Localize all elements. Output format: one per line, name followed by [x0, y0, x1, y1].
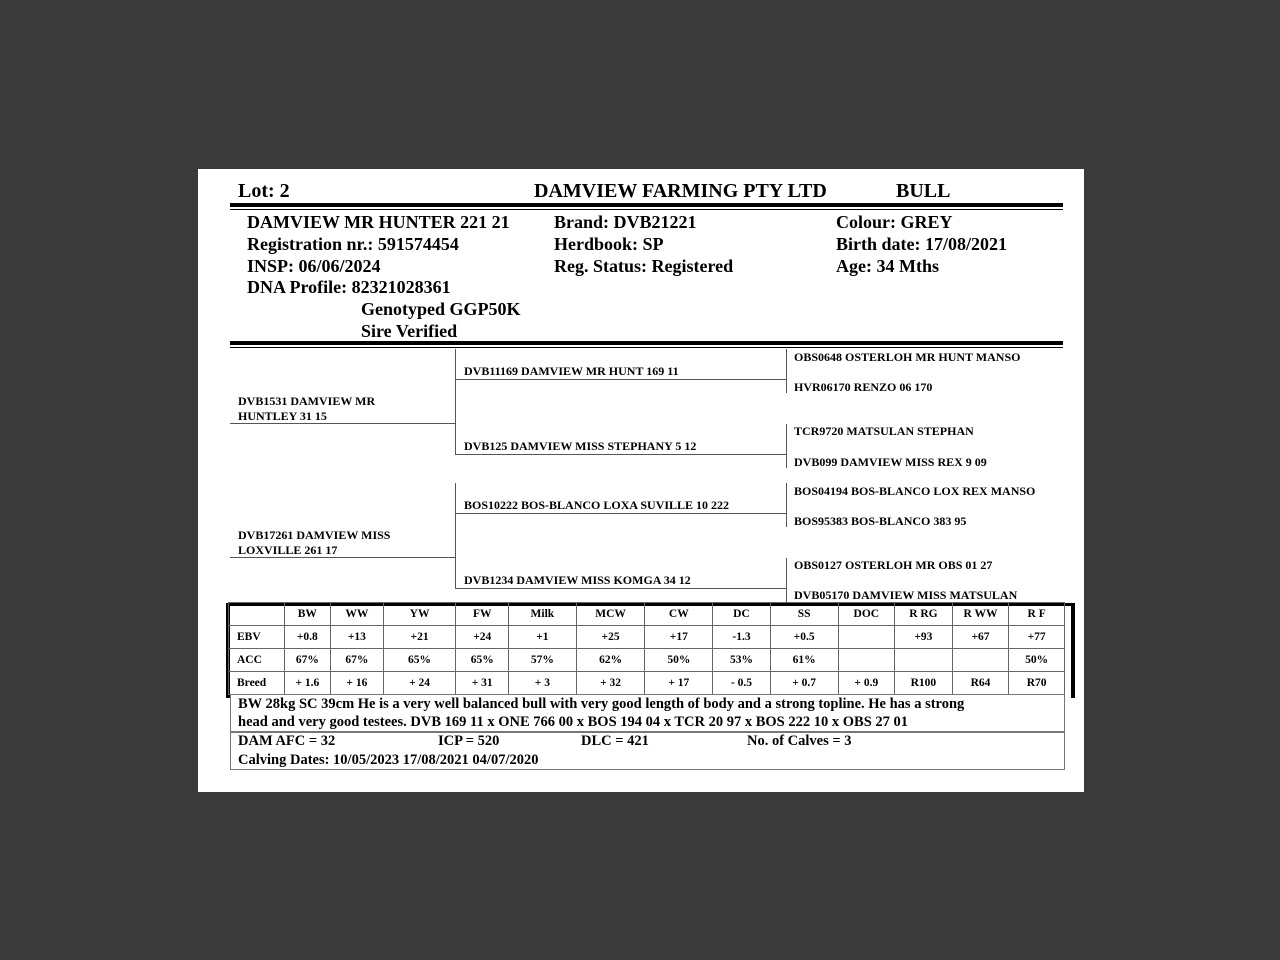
details-rule-thin — [230, 347, 1063, 348]
dam-dlc: DLC = 421 — [581, 733, 649, 749]
pedigree-gg-2: HVR06170 RENZO 06 170 — [794, 380, 933, 394]
pedigree-dam-dam: DVB1234 DAMVIEW MISS KOMGA 34 12 — [464, 573, 691, 587]
table-cell: Breed — [229, 672, 285, 695]
animal-category: BULL — [896, 180, 951, 202]
colour: Colour: GREY — [836, 212, 953, 232]
table-cell: +17 — [645, 626, 713, 649]
table-cell — [838, 626, 895, 649]
lot-card — [198, 169, 1084, 792]
table-header: CW — [645, 603, 713, 626]
table-cell: R70 — [1009, 672, 1065, 695]
table-cell: R100 — [895, 672, 953, 695]
dna-genotyped: Genotyped GGP50K — [361, 299, 521, 319]
pedigree-gg-8: DVB05170 DAMVIEW MISS MATSULAN — [794, 588, 1018, 602]
table-cell: + 24 — [383, 672, 456, 695]
table-cell: 67% — [284, 649, 331, 672]
pedigree-gg-5: BOS04194 BOS-BLANCO LOX REX MANSO — [794, 484, 1036, 498]
table-cell: 67% — [331, 649, 384, 672]
table-cell: 65% — [383, 649, 456, 672]
table-header: R WW — [952, 603, 1009, 626]
table-cell: 57% — [509, 649, 577, 672]
dna-profile: DNA Profile: 82321028361 — [247, 277, 451, 297]
table-cell: +24 — [456, 626, 509, 649]
pedigree-gg-3: TCR9720 MATSULAN STEPHAN — [794, 424, 974, 438]
lot-number: Lot: 2 — [238, 180, 290, 202]
comments-line-1: BW 28kg SC 39cm He is a very well balanced bull with very good length of body and a strong topline. He has a strong — [238, 696, 965, 712]
table-cell: +0.5 — [770, 626, 838, 649]
table-cell: +25 — [576, 626, 645, 649]
table-cell: R64 — [952, 672, 1009, 695]
table-header: R F — [1009, 603, 1065, 626]
table-header — [229, 603, 285, 626]
table-cell: EBV — [229, 626, 285, 649]
table-cell: +67 — [952, 626, 1009, 649]
breed-row — [229, 672, 1065, 695]
table-cell: + 0.7 — [770, 672, 838, 695]
animal-name: DAMVIEW MR HUNTER 221 21 — [247, 212, 510, 232]
table-header: DOC — [838, 603, 895, 626]
table-cell: +0.8 — [284, 626, 331, 649]
pedigree-sire: DVB1531 DAMVIEW MR HUNTLEY 31 15 — [238, 394, 376, 423]
table-cell: +93 — [895, 626, 953, 649]
acc-row — [229, 649, 1065, 672]
inspection-date: INSP: 06/06/2024 — [247, 256, 381, 276]
table-cell: + 17 — [645, 672, 713, 695]
table-cell: + 31 — [456, 672, 509, 695]
table-cell: + 16 — [331, 672, 384, 695]
table-cell: + 1.6 — [284, 672, 331, 695]
table-cell: + 0.9 — [838, 672, 895, 695]
registration-number: Registration nr.: 591574454 — [247, 234, 459, 254]
pedigree-sire-dam: DVB125 DAMVIEW MISS STEPHANY 5 12 — [464, 439, 697, 453]
dam-calves-count: No. of Calves = 3 — [747, 733, 852, 749]
table-cell: + 3 — [509, 672, 577, 695]
pedigree-dam-sire: BOS10222 BOS-BLANCO LOXA SUVILLE 10 222 — [464, 498, 730, 512]
table-header: DC — [713, 603, 771, 626]
header-rule-thin — [230, 209, 1063, 210]
dna-sire-verified: Sire Verified — [361, 321, 458, 341]
table-cell: 50% — [1009, 649, 1065, 672]
table-cell: + 32 — [576, 672, 645, 695]
dam-afc: DAM AFC = 32 — [238, 733, 336, 749]
details-rule — [230, 341, 1063, 345]
calving-dates: Calving Dates: 10/05/2023 17/08/2021 04/07/2020 — [238, 752, 539, 768]
pedigree-gg-4: DVB099 DAMVIEW MISS REX 9 09 — [794, 455, 987, 469]
table-header: R RG — [895, 603, 953, 626]
table-cell — [838, 649, 895, 672]
table-cell: 62% — [576, 649, 645, 672]
table-header: WW — [331, 603, 384, 626]
pedigree-gg-7: OBS0127 OSTERLOH MR OBS 01 27 — [794, 558, 993, 572]
pedigree-gg-1: OBS0648 OSTERLOH MR HUNT MANSO — [794, 350, 1021, 364]
brand: Brand: DVB21221 — [554, 212, 697, 232]
table-cell: ACC — [229, 649, 285, 672]
table-header: BW — [284, 603, 331, 626]
table-cell: 50% — [645, 649, 713, 672]
comments-line-2: head and very good testees. DVB 169 11 x ONE 766 00 x BOS 194 04 x TCR 20 97 x BOS 222 10 x OBS 27 01 — [238, 714, 909, 730]
ebv-header-row — [229, 603, 1065, 626]
birth-date: Birth date: 17/08/2021 — [836, 234, 1007, 254]
table-cell: 61% — [770, 649, 838, 672]
dam-icp: ICP = 520 — [438, 733, 500, 749]
table-cell — [895, 649, 953, 672]
registration-status: Reg. Status: Registered — [554, 256, 734, 276]
farm-name: DAMVIEW FARMING PTY LTD — [534, 180, 827, 202]
table-cell: - 0.5 — [713, 672, 771, 695]
table-cell: 53% — [713, 649, 771, 672]
table-header: FW — [456, 603, 509, 626]
table-header: MCW — [576, 603, 645, 626]
header-rule — [230, 203, 1063, 207]
age: Age: 34 Mths — [836, 256, 939, 276]
table-header: YW — [383, 603, 456, 626]
ebv-table — [228, 602, 1065, 695]
pedigree-gg-6: BOS95383 BOS-BLANCO 383 95 — [794, 514, 967, 528]
table-header: SS — [770, 603, 838, 626]
table-cell: -1.3 — [713, 626, 771, 649]
ebv-row — [229, 626, 1065, 649]
table-cell: +13 — [331, 626, 384, 649]
herdbook: Herdbook: SP — [554, 234, 664, 254]
table-cell — [952, 649, 1009, 672]
table-cell: 65% — [456, 649, 509, 672]
table-cell: +77 — [1009, 626, 1065, 649]
table-header: Milk — [509, 603, 577, 626]
table-cell: +21 — [383, 626, 456, 649]
pedigree-dam: DVB17261 DAMVIEW MISS LOXVILLE 261 17 — [238, 528, 391, 557]
pedigree-sire-sire: DVB11169 DAMVIEW MR HUNT 169 11 — [464, 364, 679, 378]
table-cell: +1 — [509, 626, 577, 649]
